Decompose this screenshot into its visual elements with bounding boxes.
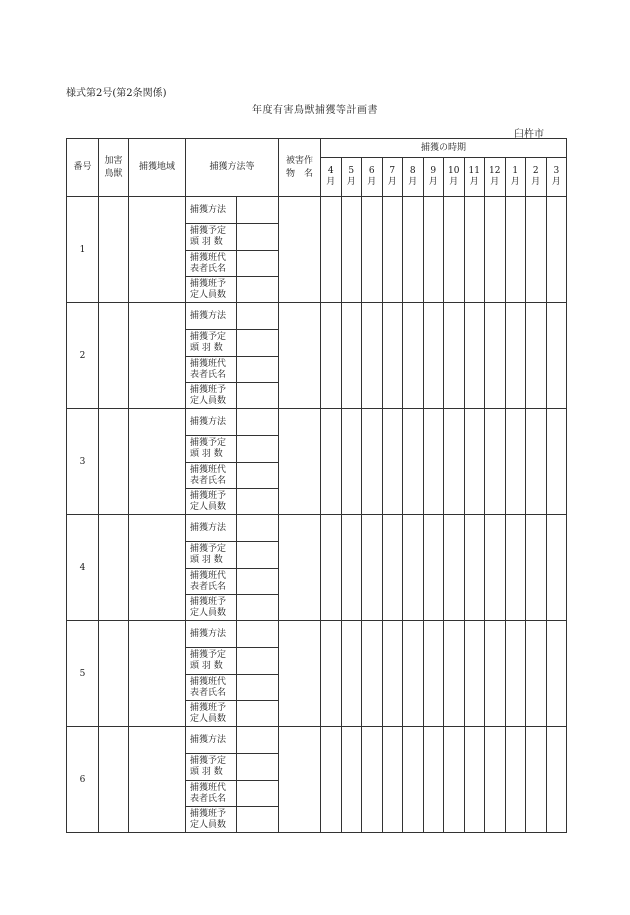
area-cell[interactable] — [129, 303, 186, 409]
method-value-cell[interactable] — [237, 727, 279, 754]
header-month — [341, 158, 362, 197]
month-cell[interactable] — [362, 409, 383, 515]
month-cell[interactable] — [382, 727, 403, 833]
header-method: 捕獲方法等 — [186, 139, 279, 197]
month-unit: 月 — [346, 177, 356, 187]
method-label-line: 捕獲予定 — [190, 438, 227, 448]
method-label-line: 頭 羽 数 — [190, 449, 223, 459]
method-label-line: 表者氏名 — [190, 687, 227, 698]
method-label — [186, 648, 237, 675]
method-label-line: 捕獲班予 — [190, 702, 227, 713]
header-animal — [99, 139, 129, 197]
method-value-cell[interactable] — [237, 701, 279, 727]
method-label-line: 捕獲班予 — [190, 596, 227, 607]
month-cell[interactable] — [362, 727, 383, 833]
method-label-line: 捕獲予定 — [190, 332, 227, 342]
header-crop-line2: 物 名 — [286, 168, 314, 179]
method-label — [186, 781, 237, 807]
month-unit: 月 — [469, 177, 479, 187]
month-cell[interactable] — [321, 409, 342, 515]
month-cell[interactable] — [464, 303, 485, 409]
month-number: 11 — [468, 166, 480, 176]
month-cell[interactable] — [485, 197, 506, 303]
method-value-cell[interactable] — [237, 648, 279, 675]
method-label-line: 捕獲班予 — [190, 278, 227, 289]
header-month — [464, 158, 485, 197]
month-cell[interactable] — [485, 727, 506, 833]
month-cell[interactable] — [444, 727, 465, 833]
method-label — [186, 277, 237, 303]
row-number: 2 — [67, 303, 99, 409]
method-label — [186, 251, 237, 277]
city-name: 臼杵市 — [514, 129, 544, 140]
month-cell[interactable] — [444, 515, 465, 621]
month-cell[interactable] — [362, 303, 383, 409]
method-label-line: 捕獲班予 — [190, 808, 227, 819]
month-cell[interactable] — [485, 621, 506, 727]
month-cell[interactable] — [546, 727, 567, 833]
crop-cell[interactable] — [279, 621, 321, 727]
method-value-cell[interactable] — [237, 197, 279, 224]
row-number: 5 — [67, 621, 99, 727]
month-cell[interactable] — [485, 409, 506, 515]
month-cell[interactable] — [526, 303, 547, 409]
header-month — [362, 158, 383, 197]
month-cell[interactable] — [505, 621, 526, 727]
month-cell[interactable] — [382, 303, 403, 409]
month-cell[interactable] — [321, 197, 342, 303]
month-number: 12 — [489, 166, 501, 176]
month-cell[interactable] — [403, 409, 424, 515]
animal-cell[interactable] — [99, 727, 129, 833]
month-cell[interactable] — [546, 409, 567, 515]
method-label — [186, 569, 237, 595]
area-cell[interactable] — [129, 515, 186, 621]
month-cell[interactable] — [341, 515, 362, 621]
month-cell[interactable] — [403, 515, 424, 621]
method-value-cell[interactable] — [237, 357, 279, 383]
method-label — [186, 489, 237, 515]
month-number: 8 — [409, 166, 416, 176]
month-number: 9 — [430, 166, 437, 176]
method-label-line: 定人員数 — [190, 819, 227, 830]
month-unit: 月 — [449, 177, 459, 187]
header-month — [444, 158, 465, 197]
method-label — [186, 515, 237, 542]
month-cell[interactable] — [444, 621, 465, 727]
header-month — [403, 158, 424, 197]
month-unit: 月 — [551, 177, 561, 187]
method-label — [186, 409, 237, 436]
month-cell[interactable] — [382, 515, 403, 621]
method-label — [186, 357, 237, 383]
month-cell[interactable] — [464, 197, 485, 303]
month-cell[interactable] — [362, 515, 383, 621]
method-value-cell[interactable] — [237, 224, 279, 251]
method-value-cell[interactable] — [237, 330, 279, 357]
month-number: 6 — [368, 166, 375, 176]
method-label — [186, 542, 237, 569]
method-value-cell[interactable] — [237, 675, 279, 701]
method-label-line: 捕獲班予 — [190, 490, 227, 501]
month-number: 2 — [532, 166, 539, 176]
method-value-cell[interactable] — [237, 569, 279, 595]
method-value-cell[interactable] — [237, 463, 279, 489]
method-label — [186, 303, 237, 330]
month-cell[interactable] — [341, 409, 362, 515]
animal-cell[interactable] — [99, 515, 129, 621]
month-unit: 月 — [510, 177, 520, 187]
method-label-line: 定人員数 — [190, 607, 227, 618]
month-number: 5 — [348, 166, 355, 176]
month-cell[interactable] — [362, 197, 383, 303]
method-value-cell[interactable] — [237, 807, 279, 833]
method-value-cell[interactable] — [237, 277, 279, 303]
method-value-cell[interactable] — [237, 303, 279, 330]
table-row — [67, 621, 567, 648]
table-row — [67, 515, 567, 542]
area-cell[interactable] — [129, 409, 186, 515]
month-cell[interactable] — [526, 409, 547, 515]
method-label-line: 頭 羽 数 — [190, 555, 223, 565]
method-value-cell[interactable] — [237, 781, 279, 807]
month-cell[interactable] — [321, 515, 342, 621]
row-number: 3 — [67, 409, 99, 515]
method-label-line: 捕獲方法 — [190, 204, 227, 215]
month-cell[interactable] — [444, 303, 465, 409]
method-label-line: 表者氏名 — [190, 369, 227, 380]
month-cell[interactable] — [505, 727, 526, 833]
crop-cell[interactable] — [279, 303, 321, 409]
method-label — [186, 330, 237, 357]
header-crop — [279, 139, 321, 197]
month-number: 4 — [327, 166, 334, 176]
month-number: 7 — [389, 166, 396, 176]
month-number: 1 — [512, 166, 519, 176]
month-number: 10 — [448, 166, 460, 176]
month-cell[interactable] — [403, 303, 424, 409]
area-cell[interactable] — [129, 621, 186, 727]
method-label — [186, 701, 237, 727]
method-label-line: 定人員数 — [190, 289, 227, 300]
method-label-line: 定人員数 — [190, 713, 227, 724]
month-cell[interactable] — [505, 303, 526, 409]
header-period: 捕獲の時期 — [321, 139, 567, 158]
row-number: 6 — [67, 727, 99, 833]
method-label — [186, 754, 237, 781]
method-label — [186, 463, 237, 489]
month-cell[interactable] — [505, 515, 526, 621]
month-cell[interactable] — [505, 197, 526, 303]
month-cell[interactable] — [403, 621, 424, 727]
header-month — [485, 158, 506, 197]
month-cell[interactable] — [485, 303, 506, 409]
month-cell[interactable] — [403, 197, 424, 303]
method-label — [186, 621, 237, 648]
month-unit: 月 — [326, 177, 336, 187]
month-cell[interactable] — [382, 197, 403, 303]
month-cell[interactable] — [423, 621, 444, 727]
method-label-line: 頭 羽 数 — [190, 343, 223, 353]
method-label-line: 捕獲方法 — [190, 416, 227, 427]
month-cell[interactable] — [403, 727, 424, 833]
month-cell[interactable] — [546, 197, 567, 303]
method-label — [186, 807, 237, 833]
month-cell[interactable] — [526, 727, 547, 833]
method-label-line: 表者氏名 — [190, 793, 227, 804]
capture-plan-table — [66, 138, 567, 833]
month-cell[interactable] — [464, 515, 485, 621]
month-cell[interactable] — [505, 409, 526, 515]
method-label-line: 捕獲予定 — [190, 226, 227, 236]
method-label-line: 表者氏名 — [190, 263, 227, 274]
method-label — [186, 675, 237, 701]
month-cell[interactable] — [546, 303, 567, 409]
method-value-cell[interactable] — [237, 595, 279, 621]
table-row — [67, 303, 567, 330]
method-label-line: 捕獲予定 — [190, 544, 227, 554]
method-label-line: 捕獲方法 — [190, 628, 227, 639]
animal-cell[interactable] — [99, 621, 129, 727]
month-number: 3 — [553, 166, 560, 176]
month-unit: 月 — [387, 177, 397, 187]
month-cell[interactable] — [444, 409, 465, 515]
month-cell[interactable] — [423, 197, 444, 303]
month-cell[interactable] — [423, 303, 444, 409]
month-unit: 月 — [367, 177, 377, 187]
header-month — [423, 158, 444, 197]
table-row — [67, 197, 567, 224]
method-value-cell[interactable] — [237, 409, 279, 436]
method-value-cell[interactable] — [237, 754, 279, 781]
month-unit: 月 — [428, 177, 438, 187]
method-label-line: 捕獲班代 — [190, 358, 227, 369]
crop-cell[interactable] — [279, 727, 321, 833]
month-cell[interactable] — [382, 409, 403, 515]
animal-cell[interactable] — [99, 409, 129, 515]
month-unit: 月 — [408, 177, 418, 187]
header-month — [526, 158, 547, 197]
area-cell[interactable] — [129, 197, 186, 303]
animal-cell[interactable] — [99, 303, 129, 409]
method-label — [186, 197, 237, 224]
method-label-line: 捕獲方法 — [190, 734, 227, 745]
month-cell[interactable] — [546, 515, 567, 621]
crop-cell[interactable] — [279, 515, 321, 621]
method-value-cell[interactable] — [237, 489, 279, 515]
table-row — [67, 727, 567, 754]
header-animal-line1: 加害 — [104, 155, 123, 166]
header-crop-line1: 被害作 — [286, 155, 314, 166]
method-value-cell[interactable] — [237, 383, 279, 409]
method-label-line: 捕獲予定 — [190, 650, 227, 660]
header-animal-line2: 鳥獣 — [104, 168, 123, 179]
header-month — [382, 158, 403, 197]
month-cell[interactable] — [341, 197, 362, 303]
month-cell[interactable] — [423, 515, 444, 621]
method-label-line: 定人員数 — [190, 395, 227, 406]
method-value-cell[interactable] — [237, 251, 279, 277]
method-value-cell[interactable] — [237, 436, 279, 463]
header-area: 捕獲地域 — [129, 139, 186, 197]
month-cell[interactable] — [464, 621, 485, 727]
header-month — [505, 158, 526, 197]
method-label-line: 捕獲班代 — [190, 252, 227, 263]
method-label-line: 捕獲方法 — [190, 522, 227, 533]
method-label — [186, 224, 237, 251]
method-value-cell[interactable] — [237, 542, 279, 569]
method-label-line: 表者氏名 — [190, 475, 227, 486]
row-number: 1 — [67, 197, 99, 303]
crop-cell[interactable] — [279, 197, 321, 303]
method-label-line: 捕獲班代 — [190, 676, 227, 687]
table-row — [67, 409, 567, 436]
month-cell[interactable] — [526, 197, 547, 303]
month-cell[interactable] — [321, 621, 342, 727]
month-unit: 月 — [490, 177, 500, 187]
month-cell[interactable] — [382, 621, 403, 727]
month-cell[interactable] — [526, 621, 547, 727]
method-label-line: 捕獲班予 — [190, 384, 227, 395]
month-cell[interactable] — [546, 621, 567, 727]
form-number: 様式第2号(第2条関係) — [66, 88, 167, 99]
method-label-line: 捕獲方法 — [190, 310, 227, 321]
month-cell[interactable] — [321, 727, 342, 833]
month-cell[interactable] — [464, 727, 485, 833]
method-value-cell[interactable] — [237, 621, 279, 648]
method-label-line: 捕獲班代 — [190, 464, 227, 475]
month-cell[interactable] — [444, 197, 465, 303]
header-month — [321, 158, 342, 197]
month-cell[interactable] — [321, 303, 342, 409]
method-label-line: 頭 羽 数 — [190, 661, 223, 671]
method-label — [186, 727, 237, 754]
method-label-line: 表者氏名 — [190, 581, 227, 592]
header-month — [546, 158, 567, 197]
month-cell[interactable] — [526, 515, 547, 621]
month-cell[interactable] — [341, 621, 362, 727]
month-cell[interactable] — [485, 515, 506, 621]
month-cell[interactable] — [464, 409, 485, 515]
crop-cell[interactable] — [279, 409, 321, 515]
month-cell[interactable] — [423, 409, 444, 515]
document-title: 年度有害鳥獣捕獲等計画書 — [252, 105, 378, 116]
month-cell[interactable] — [341, 727, 362, 833]
month-cell[interactable] — [362, 621, 383, 727]
header-number-text: 番号 — [73, 162, 92, 172]
row-number: 4 — [67, 515, 99, 621]
month-cell[interactable] — [423, 727, 444, 833]
method-label-line: 定人員数 — [190, 501, 227, 512]
area-cell[interactable] — [129, 727, 186, 833]
month-cell[interactable] — [341, 303, 362, 409]
method-label-line: 頭 羽 数 — [190, 767, 223, 777]
method-label-line: 捕獲班代 — [190, 782, 227, 793]
month-unit: 月 — [531, 177, 541, 187]
method-value-cell[interactable] — [237, 515, 279, 542]
method-label — [186, 595, 237, 621]
method-label — [186, 436, 237, 463]
header-number — [67, 139, 99, 197]
animal-cell[interactable] — [99, 197, 129, 303]
method-label-line: 頭 羽 数 — [190, 237, 223, 247]
method-label-line: 捕獲班代 — [190, 570, 227, 581]
method-label-line: 捕獲予定 — [190, 756, 227, 766]
method-label — [186, 383, 237, 409]
